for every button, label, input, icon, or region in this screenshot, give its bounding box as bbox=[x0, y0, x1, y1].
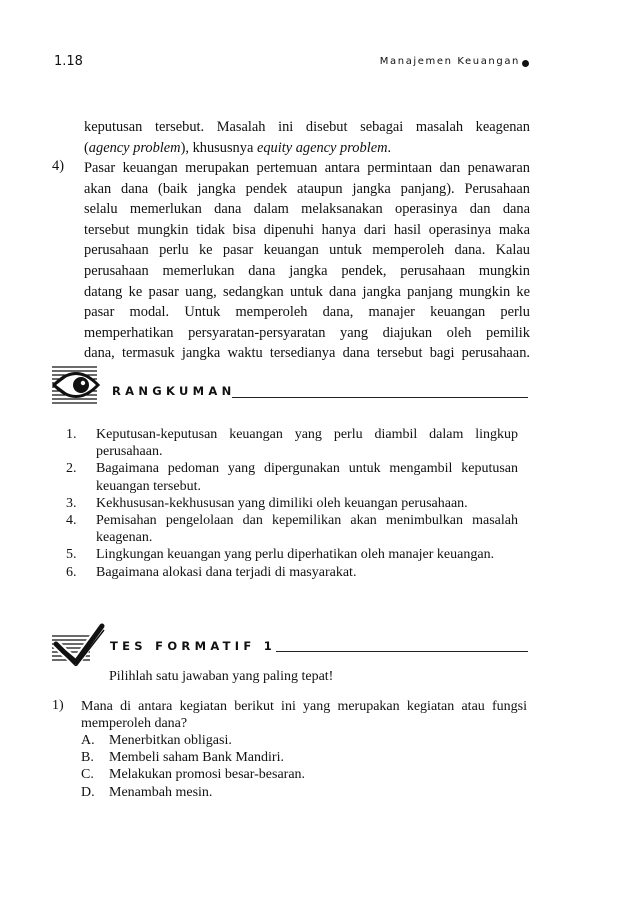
list-item: 5. Lingkungan keuangan yang perlu diperhatikan oleh manajer keuangan. bbox=[66, 547, 495, 563]
continuation-paragraph bbox=[84, 117, 530, 158]
point-4-line: datang ke pasar uang, sedangkan untuk dana jangka panjang mungkin ke bbox=[84, 283, 530, 300]
tes-formatif-check-icon bbox=[50, 622, 106, 666]
list-item: 2. Bagaimana pedoman yang dipergunakan untuk mengambil keputusan keuangan tersebut. bbox=[66, 461, 518, 494]
list-item: 3. Kekhususan-kekhususan yang dimiliki oleh keuangan perusahaan. bbox=[66, 495, 468, 511]
rangkuman-list bbox=[66, 426, 518, 581]
point-4-line: tersebut mungkin tidak bisa dipenuhi hanya dari hasil operasinya maka bbox=[84, 221, 530, 238]
question-1-text bbox=[81, 698, 527, 732]
term-agency-problem: agency problem bbox=[88, 139, 181, 156]
point-4-line: dana, termasuk jangka waktu tersedianya dana tersebut bagi perusahaan. bbox=[84, 345, 530, 362]
running-title: Manajemen Keuangan bbox=[379, 56, 520, 67]
tes-formatif-rule bbox=[276, 651, 528, 652]
list-item: 6. Bagaimana alokasi dana terjadi di masyarakat. bbox=[66, 564, 357, 580]
point-4-line: selalu memerlukan dana dalam melaksanakan operasinya dan dana bbox=[84, 201, 530, 218]
tes-instruction: Pilihlah satu jawaban yang paling tepat! bbox=[109, 669, 334, 684]
point-4-line: perusahaan perlu ke pasar keuangan untuk memperoleh dana. Kalau bbox=[84, 242, 530, 259]
question-1-options bbox=[81, 732, 305, 801]
rangkuman-rule bbox=[232, 397, 528, 398]
bullet-dot-icon bbox=[522, 60, 529, 67]
rangkuman-eye-icon bbox=[50, 364, 100, 406]
point-4-line: perusahaan memerlukan dana jangka pendek, perusahaan mungkin bbox=[84, 262, 530, 279]
option-d[interactable]: D. Menambah mesin. bbox=[81, 784, 213, 800]
point-4-paragraph bbox=[84, 158, 530, 364]
term-equity-agency-problem: equity agency problem bbox=[256, 139, 388, 156]
option-c[interactable]: C. Melakukan promosi besar-besaran. bbox=[81, 767, 306, 783]
rangkuman-heading: RANGKUMAN bbox=[112, 384, 236, 398]
list-item: 1. Keputusan-keputusan keuangan yang perlu diambil dalam lingkup perusahaan. bbox=[66, 427, 518, 460]
point-4-line: memperhatikan persyaratan-persyaratan yang diajukan oleh pemilik bbox=[84, 324, 530, 341]
continuation-line-2: (agency problem), khususnya equity agency problem. bbox=[84, 139, 392, 156]
question-1-line: Mana di antara kegiatan berikut ini yang merupakan kegiatan atau fungsi bbox=[81, 699, 527, 714]
list-item: 4. Pemisahan pengelolaan dan kepemilikan akan menimbulkan masalah keagenan. bbox=[66, 513, 518, 546]
point-4-line: akan dana (baik jangka pendek ataupun jangka panjang). Perusahaan bbox=[84, 180, 530, 197]
point-4-line: pasar modal. Untuk memperoleh dana, manajer keuangan perlu bbox=[84, 304, 530, 321]
tes-formatif-heading: TES FORMATIF 1 bbox=[110, 639, 277, 653]
point-4-number: 4) bbox=[52, 158, 64, 174]
option-a[interactable]: A. Menerbitkan obligasi. bbox=[81, 733, 232, 748]
continuation-line-1: keputusan tersebut. Masalah ini disebut sebagai masalah keagenan bbox=[84, 119, 530, 135]
page-number: 1.18 bbox=[54, 54, 83, 69]
option-b[interactable]: B. Membeli saham Bank Mandiri. bbox=[81, 750, 284, 766]
question-1-line: memperoleh dana? bbox=[81, 716, 188, 732]
question-1-number: 1) bbox=[52, 698, 64, 713]
point-4-line: Pasar keuangan merupakan pertemuan antara permintaan dan penawaran bbox=[84, 160, 530, 176]
